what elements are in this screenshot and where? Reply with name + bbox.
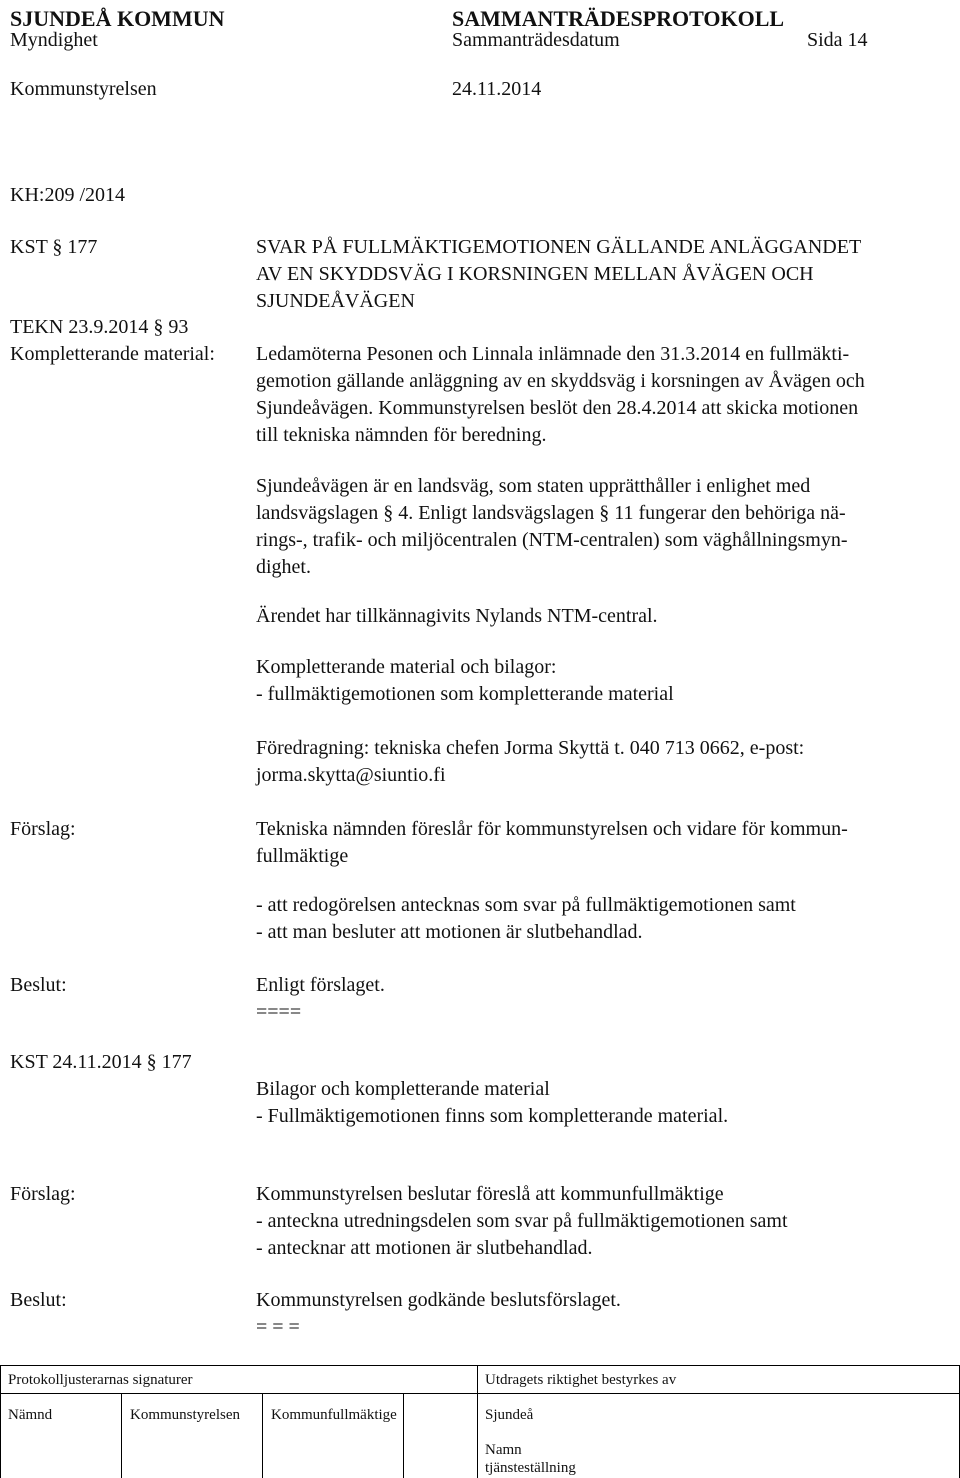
document-type: SAMMANTRÄDESPROTOKOLL xyxy=(452,6,785,31)
section-reference: KST § 177 xyxy=(10,236,98,258)
separator: = = = xyxy=(256,1316,300,1338)
column-header: Kommunfullmäktige xyxy=(271,1407,397,1423)
column-header: Kommunstyrelsen xyxy=(130,1407,240,1423)
column-header: Sjundeå xyxy=(485,1407,534,1423)
list-item: - antecknar att motionen är slutbehandlad. xyxy=(256,1237,593,1259)
paragraph-line: - Fullmäktigemotionen finns som kompletterande material. xyxy=(256,1105,729,1127)
table-border xyxy=(0,1365,1,1478)
page-number: Sida 14 xyxy=(807,29,868,51)
signatures-label: Protokolljusterarnas signaturer xyxy=(8,1372,193,1388)
list-item: - att man besluter att motionen är slutbehandlad. xyxy=(256,921,643,943)
separator: ==== xyxy=(256,1001,302,1023)
decision-label: Beslut: xyxy=(10,974,67,996)
table-border xyxy=(121,1393,122,1478)
case-reference: KH:209 /2014 xyxy=(10,184,125,206)
meeting-date: 24.11.2014 xyxy=(452,78,542,100)
tekn-reference: TEKN 23.9.2014 § 93 xyxy=(10,316,189,338)
authority-name: Kommunstyrelsen xyxy=(10,78,157,100)
paragraph-line: Tekniska nämnden föreslår för kommunstyrelsen och vidare för kommun- xyxy=(256,818,848,840)
item-title-line: AV EN SKYDDSVÄG I KORSNINGEN MELLAN ÅVÄGEN OCH xyxy=(256,263,814,285)
item-title-line: SJUNDEÅVÄGEN xyxy=(256,290,415,312)
decision-label: Beslut: xyxy=(10,1289,67,1311)
org-name: SJUNDEÅ KOMMUN xyxy=(10,6,225,31)
table-border xyxy=(262,1393,263,1478)
verified-label: Utdragets riktighet bestyrkes av xyxy=(485,1372,677,1388)
decision-text: Enligt förslaget. xyxy=(256,974,385,996)
paragraph-line: landsvägslagen § 4. Enligt landsvägslagen § 11 fungerar den behöriga nä- xyxy=(256,502,846,524)
paragraph-line: gemotion gällande anläggning av en skyddsväg i korsningen av Åvägen och xyxy=(256,370,865,392)
paragraph-line: Ledamöterna Pesonen och Linnala inlämnade den 31.3.2014 en fullmäkti- xyxy=(256,343,850,365)
paragraph-line: rings-, trafik- och miljöcentralen (NTM-centralen) som väghållningsmyn- xyxy=(256,529,848,551)
contact-email: jorma.skytta@siuntio.fi xyxy=(256,764,446,786)
paragraph-line: dighet. xyxy=(256,556,311,578)
table-border xyxy=(0,1393,960,1394)
list-item: - fullmäktigemotionen som kompletterande material xyxy=(256,683,674,705)
paragraph-line: Sjundeåvägen är en landsväg, som staten upprätthåller i enlighet med xyxy=(256,475,811,497)
paragraph-line: Sjundeåvägen. Kommunstyrelsen beslöt den 28.4.2014 att skicka motionen xyxy=(256,397,859,419)
list-item: - att redogörelsen antecknas som svar på fullmäktigemotionen samt xyxy=(256,894,796,916)
decision-text: Kommunstyrelsen godkände beslutsförslaget. xyxy=(256,1289,621,1311)
column-header: Nämnd xyxy=(8,1407,53,1423)
section-reference: KST 24.11.2014 § 177 xyxy=(10,1051,192,1073)
table-border xyxy=(403,1393,404,1478)
table-border xyxy=(477,1365,478,1478)
column-header: Namn xyxy=(485,1442,522,1458)
paragraph-line: Bilagor och kompletterande material xyxy=(256,1078,550,1100)
list-item: - anteckna utredningsdelen som svar på fullmäktigemotionen samt xyxy=(256,1210,788,1232)
paragraph-line: Kommunstyrelsen beslutar föreslå att kommunfullmäktige xyxy=(256,1183,724,1205)
supplementary-label: Kompletterande material: xyxy=(10,343,215,365)
meeting-date-label: Sammanträdesdatum xyxy=(452,29,620,51)
paragraph-line: till tekniska nämnden för beredning. xyxy=(256,424,547,446)
paragraph-line: fullmäktige xyxy=(256,845,349,867)
table-border xyxy=(0,1365,960,1366)
item-title-line: SVAR PÅ FULLMÄKTIGEMOTIONEN GÄLLANDE ANLÄGGANDET xyxy=(256,236,862,258)
proposal-label: Förslag: xyxy=(10,1183,76,1205)
column-header: tjänsteställning xyxy=(485,1460,576,1476)
paragraph-line: Kompletterande material och bilagor: xyxy=(256,656,557,678)
paragraph-line: Föredragning: tekniska chefen Jorma Skyttä t. 040 713 0662, e-post: xyxy=(256,737,805,759)
proposal-label: Förslag: xyxy=(10,818,76,840)
paragraph-line: Ärendet har tillkännagivits Nylands NTM-central. xyxy=(256,605,658,627)
authority-label: Myndighet xyxy=(10,29,98,51)
